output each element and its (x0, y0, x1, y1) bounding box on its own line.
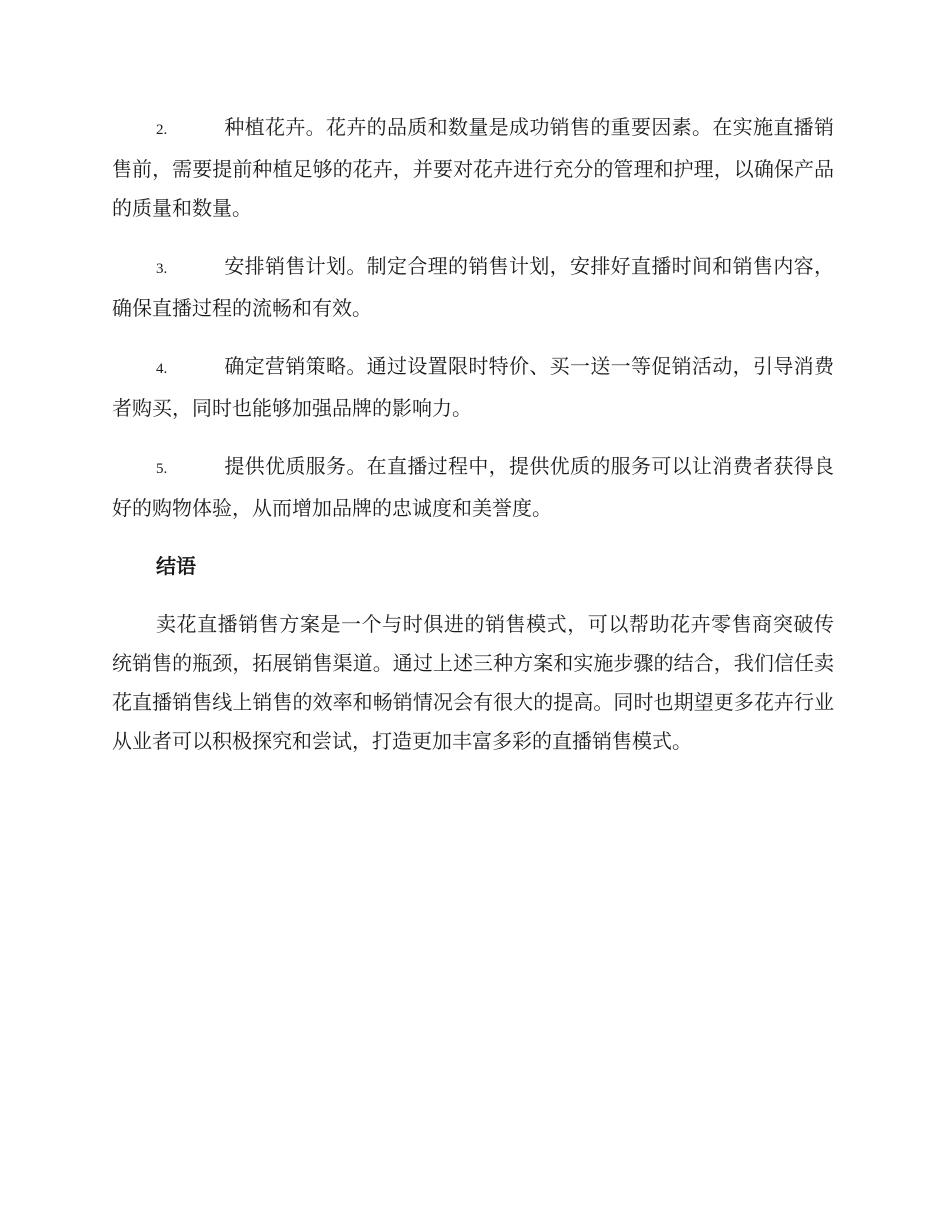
step-item-2 (112, 108, 834, 228)
step-item-4 (112, 347, 834, 428)
step-text: 安排销售计划。制定合理的销售计划，安排好直播时间和销售内容，确保直播过程的流畅和有效。 (112, 254, 834, 320)
step-text: 确定营销策略。通过设置限时特价、买一送一等促销活动，引导消费者购买，同时也能够加强品牌的影响力。 (112, 354, 834, 420)
document-page (112, 108, 834, 761)
step-text: 提供优质服务。在直播过程中，提供优质的服务可以让消费者获得良好的购物体验，从而增加品牌的忠诚度和美誉度。 (112, 454, 834, 520)
step-item-3 (112, 247, 834, 328)
step-text: 种植花卉。花卉的品质和数量是成功销售的重要因素。在实施直播销售前，需要提前种植足够的花卉，并要对花卉进行充分的管理和护理，以确保产品的质量和数量。 (112, 115, 834, 220)
step-number: 2. (156, 122, 168, 138)
conclusion-paragraph: 卖花直播销售方案是一个与时俱进的销售模式，可以帮助花卉零售商突破传统销售的瓶颈，拓展销售渠道。通过上述三种方案和实施步骤的结合，我们信任卖花直播销售线上销售的效率和畅销情况会有很大的提高。同时也期望更多花卉行业从业者可以积极探究和尝试，打造更加丰富多彩的直播销售模式。 (112, 612, 834, 753)
step-number: 5. (156, 461, 168, 477)
step-number: 4. (156, 361, 168, 377)
conclusion-heading: 结语 (156, 554, 196, 578)
step-number: 3. (156, 261, 168, 277)
step-item-5 (112, 447, 834, 528)
